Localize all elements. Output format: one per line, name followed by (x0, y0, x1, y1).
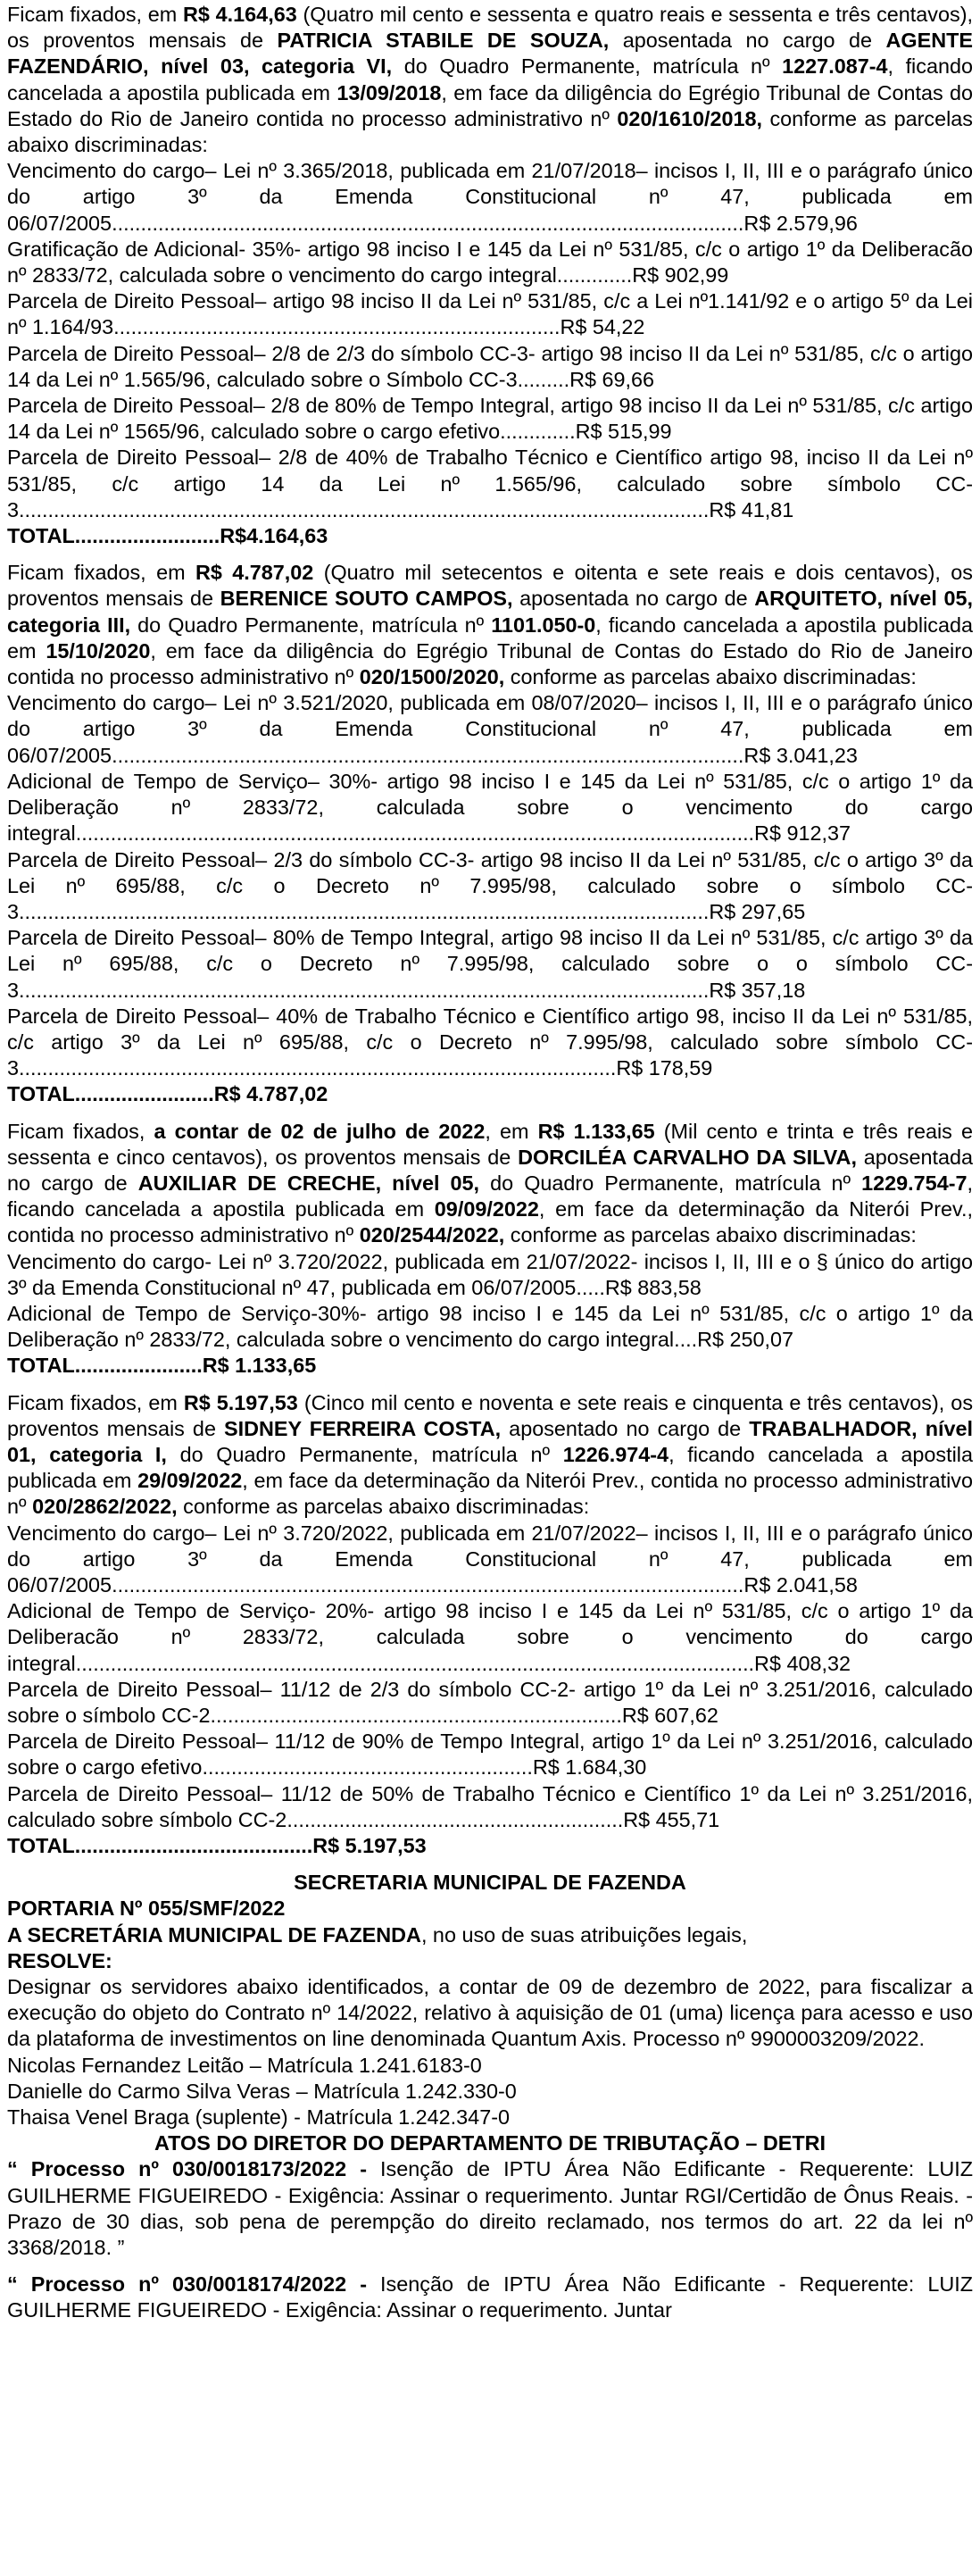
bold-text: PORTARIA Nº 055/SMF/2022 (7, 1897, 286, 1921)
text: , ficando cancelada a apostila publicada em (7, 1442, 973, 1493)
bold-text: 1227.087-4 (782, 54, 888, 79)
text: Parcela de Direito Pessoal– 40% de Trabalho Técnico e Científico artigo 98, inciso II da Lei nº 531/85, c/c artigo 3º da Lei nº 695/88, c/c o Decreto nº 7.995/98, calculado sobre símbolo CC-3.......................................................................................................R$ 178,59 (7, 1004, 973, 1080)
text: Thaisa Venel Braga (suplente) - Matrícula 1.242.347-0 (7, 2105, 510, 2130)
bold-text: TRABALHADOR, nível 01, categoria I, (7, 1416, 973, 1466)
bold-text: 13/09/2018 (336, 80, 442, 104)
text: , ficando cancelada a apostila publicada em (7, 613, 973, 663)
bold-text: A SECRETÁRIA MUNICIPAL DE FAZENDA (7, 1922, 421, 1947)
text: Vencimento do cargo– Lei nº 3.720/2022, publicada em 21/07/2022– incisos I, II, III e o parágrafo único do artigo 3º da Emenda Constitucional nº 47, publicada em 06/07/2005.............................................................................................................R$ 2.041,58 (7, 1521, 973, 1596)
text: (Quatro mil setecentos e oitenta e sete reais e dois centavos), os proventos mensais de (7, 561, 973, 611)
text: Parcela de Direito Pessoal– 11/12 de 90% de Tempo Integral, artigo 1º da Lei nº 3.251/2016, calculado sobre o cargo efetivo.........................................................R$ 1.684,30 (7, 1730, 973, 1780)
text: , ficando cancelada a apostila publicada em (7, 54, 973, 104)
text: Ficam fixados, em (7, 561, 195, 585)
bold-text: “ Processo nº 030/0018174/2022 - (7, 2272, 367, 2297)
portaria-preambulo (7, 1922, 973, 1948)
text: , ficando cancelada a apostila publicada em (7, 1171, 973, 1221)
text: Parcela de Direito Pessoal– 2/3 do símbolo CC-3- artigo 98 inciso II da Lei nº 531/85, c/c o artigo 3º da Lei nº 695/88, c/c o Decreto nº 7.995/98, calculado sobre o símbolo CC-3.......................................................................................................................R$ 297,65 (7, 847, 973, 923)
patricia-parcela-2 (7, 341, 973, 393)
bold-text: 09/09/2022 (434, 1197, 539, 1221)
fixacao-patricia (7, 2, 973, 158)
berenice-total (7, 1081, 973, 1107)
text: , em face da determinação da Niterói Prev., contida no processo administrativo nº (7, 1469, 974, 1519)
berenice-parcela-1 (7, 847, 973, 926)
text: (Quatro mil cento e sessenta e quatro reais e sessenta e três centavos), os proventos mensais de (7, 3, 973, 53)
text: aposentada no cargo de (512, 587, 755, 611)
text: Parcela de Direito Pessoal– artigo 98 inciso II da Lei nº 531/85, c/c a Lei nº1.141/92 e o artigo 5º da Lei nº 1.164/93.............................................................................R$ 54,22 (7, 289, 973, 339)
servidor-3 (7, 2105, 973, 2130)
servidor-2 (7, 2079, 973, 2105)
processo-0018174 (7, 2272, 973, 2323)
bold-text: 020/1610/2018, (617, 106, 763, 130)
bold-text: AGENTE FAZENDÁRIO, nível 03, categoria VI, (7, 29, 973, 79)
bold-text: R$ 4.787,02 (195, 561, 314, 585)
bold-text: 15/10/2020 (46, 638, 151, 663)
bold-text: DORCILÉA CARVALHO DA SILVA, (518, 1145, 857, 1169)
text: , em face da diligência do Egrégio Tribunal de Contas do Estado do Rio de Janeiro contida no processo administrativo nº (7, 638, 973, 689)
text: , em face da determinação da Niterói Prev., contida no processo administrativo nº (7, 1197, 973, 1247)
text: , no uso de suas atribuições legais, (420, 1922, 748, 1947)
text: Parcela de Direito Pessoal– 11/12 de 2/3 do símbolo CC-2- artigo 1º da Lei nº 3.251/2016, calculado sobre o símbolo CC-2.......................................................................R$ 607,62 (7, 1677, 973, 1727)
sidney-total (7, 1833, 973, 1859)
berenice-adicional (7, 769, 973, 847)
text: conforme as parcelas abaixo discriminadas: (504, 1223, 917, 1247)
text: Ficam fixados, em (7, 3, 184, 26)
text: conforme as parcelas abaixo discriminadas: (504, 665, 917, 689)
detri-heading (7, 2130, 973, 2156)
text: conforme as parcelas abaixo discriminadas: (177, 1495, 590, 1519)
fixacao-berenice (7, 560, 973, 690)
bold-text: 020/2862/2022, (32, 1495, 178, 1519)
dorcilea-total (7, 1353, 973, 1379)
secretaria-heading (7, 1870, 973, 1896)
patricia-parcela-3 (7, 393, 973, 445)
text: Ficam fixados, (7, 1119, 154, 1143)
text: (Cinco mil cento e noventa e sete reais e cinquenta e três centavos), os proventos mensais de (7, 1390, 974, 1440)
berenice-parcela-3 (7, 1004, 973, 1082)
patricia-parcela-1 (7, 288, 973, 340)
bold-text: TOTAL........................R$ 4.787,02 (7, 1082, 328, 1106)
text: Adicional de Tempo de Serviço– 30%- artigo 98 inciso I e 145 da Lei nº 531/85, c/c o artigo 1º da Deliberação nº 2833/72, calculada sobre o vencimento do cargo integral.....................................................................................................................R$ 912,37 (7, 769, 973, 846)
bold-text: R$ 4.164,63 (183, 3, 297, 26)
patricia-parcela-4 (7, 445, 973, 523)
bold-text: 020/2544/2022, (359, 1223, 505, 1247)
bold-text: R$ 1.133,65 (537, 1119, 655, 1143)
text: Parcela de Direito Pessoal– 2/8 de 80% de Tempo Integral, artigo 98 inciso II da Lei nº 531/85, c/c artigo 14 da Lei nº 1565/96, calculado sobre o cargo efetivo.............R$ 515,99 (7, 394, 973, 444)
bold-text: ATOS DO DIRETOR DO DEPARTAMENTO DE TRIBUTAÇÃO – DETRI (154, 2131, 826, 2155)
bold-text: RESOLVE: (7, 1948, 112, 1972)
sidney-vencimento (7, 1521, 973, 1599)
bold-text: 1226.974-4 (562, 1442, 669, 1466)
portaria-resolve (7, 1948, 973, 1974)
patricia-total (7, 523, 973, 549)
text: , em face da diligência do Egrégio Tribunal de Contas do Estado do Rio de Janeiro contida no processo administrativo nº (7, 80, 973, 130)
bold-text: 020/1500/2020, (359, 665, 505, 689)
bold-text: “ Processo nº 030/0018173/2022 - (7, 2157, 367, 2181)
bold-text: a contar de 02 de julho de 2022 (154, 1119, 486, 1143)
text: Vencimento do cargo– Lei nº 3.521/2020, publicada em 08/07/2020– incisos I, II, III e o parágrafo único do artigo 3º da Emenda Constitucional nº 47, publicada em 06/07/2005.............................................................................................................R$ 3.041,23 (7, 691, 973, 767)
text: Ficam fixados, em (7, 1390, 184, 1414)
patricia-vencimento (7, 158, 973, 237)
sidney-parcela-1 (7, 1677, 973, 1729)
text: Parcela de Direito Pessoal– 80% de Tempo Integral, artigo 98 inciso II da Lei nº 531/85, c/c artigo 3º da Lei nº 695/88, c/c o Decreto nº 7.995/98, calculado sobre o o símbolo CC-3.......................................................................................................................R$ 357,18 (7, 926, 973, 1002)
text: Parcela de Direito Pessoal– 2/8 de 2/3 do símbolo CC-3- artigo 98 inciso II da Lei nº 531/85, c/c o artigo 14 da Lei nº 1.565/96, calculado sobre o Símbolo CC-3.........R$ 69,66 (7, 341, 973, 391)
bold-text: PATRICIA STABILE DE SOUZA, (277, 29, 610, 53)
text: do Quadro Permanente, matrícula nº (479, 1171, 862, 1195)
text: Gratificação de Adicional- 35%- artigo 98 inciso I e 145 da Lei nº 531/85, c/c o artigo 1º da Deliberacão nº 2833/72, calculada sobre o vencimento do cargo integral.............R$ 902,99 (7, 237, 973, 288)
berenice-parcela-2 (7, 925, 973, 1004)
bold-text: SECRETARIA MUNICIPAL DE FAZENDA (294, 1871, 686, 1895)
text: do Quadro Permanente, matrícula nº (130, 613, 492, 637)
text: Designar os servidores abaixo identificados, a contar de 09 de dezembro de 2022, para fiscalizar a execução do objeto do Contrato nº 14/2022, relativo à aquisição de 01 (uma) licença para acesso e uso da plataforma de investimentos on line denominada Quantum Axis. Processo nº 9900003209/2022. (7, 1975, 973, 2051)
text: Danielle do Carmo Silva Veras – Matrícula 1.242.330-0 (7, 2079, 517, 2103)
text: do Quadro Permanente, matrícula nº (392, 54, 783, 79)
bold-text: AUXILIAR DE CRECHE, nível 05, (137, 1171, 480, 1195)
servidor-1 (7, 2053, 973, 2079)
portaria-texto (7, 1974, 973, 2053)
text: (Mil cento e trinta e três reais e sessenta e cinco centavos), os proventos mensais de (7, 1119, 973, 1169)
bold-text: ARQUITETO, nível 05, categoria III, (7, 587, 973, 637)
bold-text: TOTAL......................R$ 1.133,65 (7, 1354, 317, 1378)
fixacao-dorcilea (7, 1119, 973, 1249)
text: Isenção de IPTU Área Não Edificante - Requerente: LUIZ GUILHERME FIGUEIREDO - Exigência: Assinar o requerimento. Juntar (7, 2272, 974, 2322)
sidney-parcela-3 (7, 1781, 973, 1833)
bold-text: 1229.754-7 (861, 1171, 968, 1195)
text: Adicional de Tempo de Serviço-30%- artigo 98 inciso I e 145 da Lei nº 531/85, c/c o artigo 1º da Deliberação nº 2833/72, calculada sobre o vencimento do cargo integral....R$ 250,07 (7, 1301, 973, 1352)
text: Nicolas Fernandez Leitão – Matrícula 1.241.6183-0 (7, 2053, 482, 2077)
text: Adicional de Tempo de Serviço- 20%- artigo 98 inciso I e 145 da Lei nº 531/85, c/c o artigo 1º da Deliberacão nº 2833/72, calculada sobre o vencimento do cargo integral.....................................................................................................................R$ 408,32 (7, 1599, 973, 1675)
bold-text: TOTAL.........................R$4.164,63 (7, 524, 328, 548)
text: Isenção de IPTU Área Não Edificante - Requerente: LUIZ GUILHERME FIGUEIREDO - Exigência: Assinar o requerimento. Juntar RGI/Certidão de Ônus Reais. - Prazo de 30 dias, sob pena de perempção do direito reclamado, nos termos do art. 22 da lei nº 3368/2018. ” (7, 2157, 974, 2260)
sidney-adicional (7, 1598, 973, 1677)
text: conforme as parcelas abaixo discriminadas: (7, 106, 973, 157)
text: aposentado no cargo de (501, 1416, 750, 1440)
text: Vencimento do cargo- Lei nº 3.720/2022, publicada em 21/07/2022- incisos I, II, III e o § único do artigo 3º da Emenda Constitucional nº 47, publicada em 06/07/2005.....R$ 883,58 (7, 1249, 973, 1299)
text: Vencimento do cargo– Lei nº 3.365/2018, publicada em 21/07/2018– incisos I, II, III e o parágrafo único do artigo 3º da Emenda Constitucional nº 47, publicada em 06/07/2005.............................................................................................................R$ 2.579,96 (7, 159, 973, 235)
bold-text: 1101.050-0 (491, 613, 596, 637)
text: Parcela de Direito Pessoal– 2/8 de 40% de Trabalho Técnico e Científico artigo 98, inciso II da Lei nº 531/85, c/c artigo 14 da Lei nº 1.565/96, calculado sobre símbolo CC-3.......................................................................................................................R$ 41,81 (7, 446, 973, 521)
text: , em (485, 1119, 538, 1143)
patricia-gratificacao (7, 237, 973, 288)
fixacao-sidney (7, 1390, 973, 1521)
dorcilea-adicional (7, 1301, 973, 1353)
portaria-title (7, 1896, 973, 1922)
bold-text: BERENICE SOUTO CAMPOS, (220, 587, 513, 611)
processo-0018173 (7, 2156, 973, 2261)
bold-text: 29/09/2022 (137, 1469, 243, 1493)
berenice-vencimento (7, 690, 973, 769)
bold-text: TOTAL.........................................R$ 5.197,53 (7, 1834, 427, 1858)
dorcilea-vencimento (7, 1249, 973, 1301)
bold-text: SIDNEY FERREIRA COSTA, (224, 1416, 502, 1440)
text: Parcela de Direito Pessoal– 11/12 de 50% de Trabalho Técnico e Científico 1º da Lei nº 3.251/2016, calculado sobre símbolo CC-2..........................................................R$ 455,71 (7, 1781, 973, 1831)
bold-text: R$ 5.197,53 (183, 1390, 298, 1414)
text: aposentada no cargo de (7, 1145, 973, 1195)
text: do Quadro Permanente, matrícula nº (166, 1442, 563, 1466)
text: aposentada no cargo de (609, 29, 886, 53)
sidney-parcela-2 (7, 1729, 973, 1780)
